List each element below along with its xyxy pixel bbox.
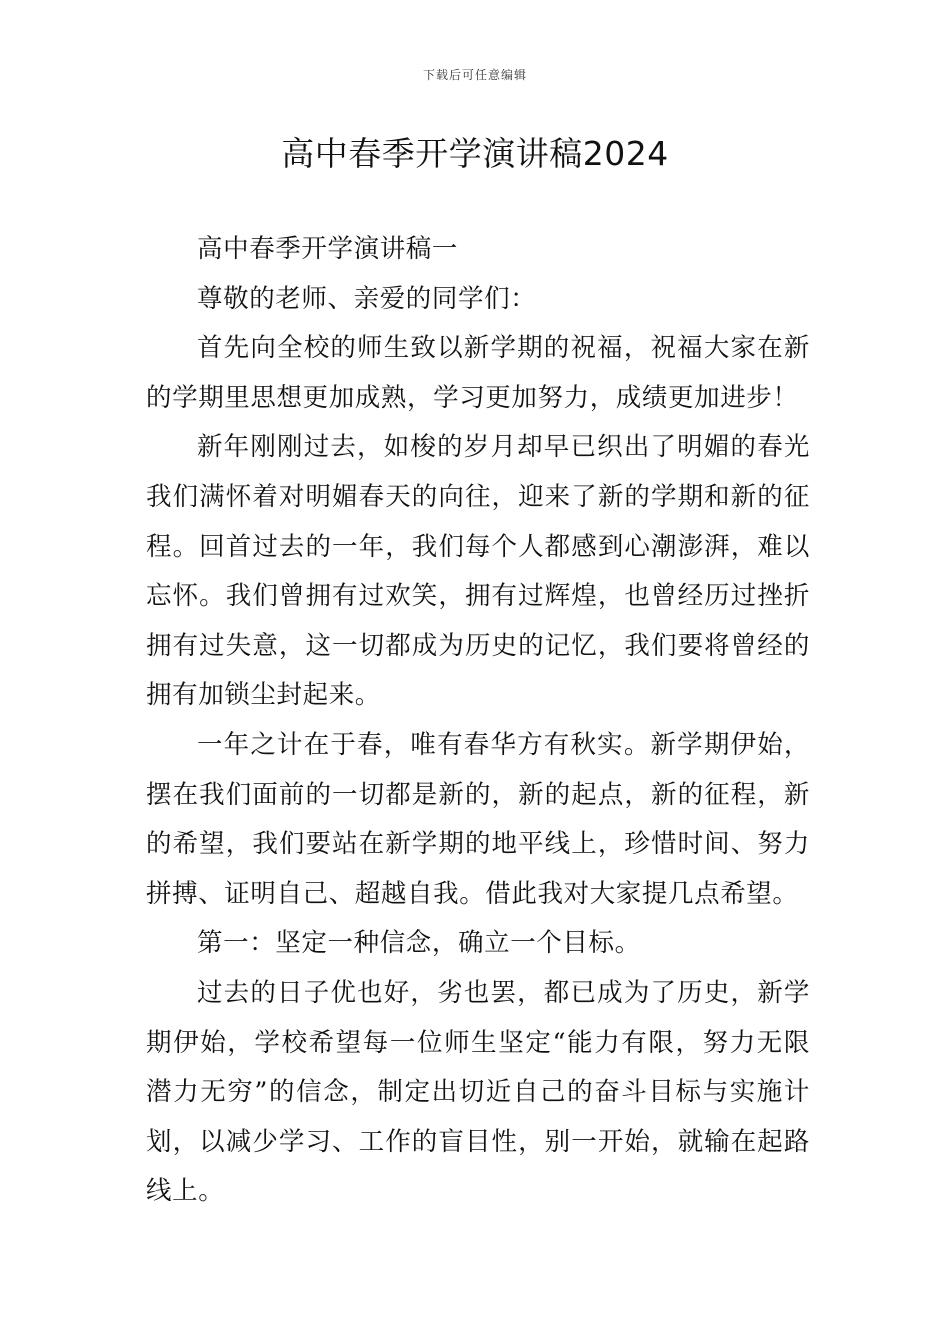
header-note: 下载后可任意编辑	[422, 68, 527, 82]
paragraph-heading: 第一：坚定一种信念，确立一个目标。	[197, 928, 641, 959]
paragraph: 新年刚刚过去，如梭的岁月却早已织出了明媚的春光我们满怀着对明媚春天的向往，迎来了新的学期和新的征程。回首过去的一年，我们每个人都感到心潮澎湃，难以忘怀。我们曾拥有过欢笑，拥有过辉煌，也曾经历过挫折拥有过失意，这一切都成为历史的记忆，我们要将曾经的拥有加锁尘封起来。	[146, 432, 810, 711]
paragraph: 过去的日子优也好，劣也罢，都已成为了历史，新学期伊始，学校希望每一位师生坚定“能力有限，努力无限潜力无穷”的信念，制定出切近自己的奋斗目标与实施计划，以减少学习、工作的盲目性，别一开始，就输在起路线上。	[146, 977, 810, 1207]
document-title: 高中春季开学演讲稿2024	[281, 134, 669, 173]
paragraph-subtitle: 高中春季开学演讲稿一	[197, 234, 459, 264]
document-body	[146, 225, 810, 1217]
paragraph: 一年之计在于春，唯有春华方有秋实。新学期伊始，摆在我们面前的一切都是新的，新的起点，新的征程，新的希望，我们要站在新学期的地平线上，珍惜时间、努力拼搏、证明自己、超越自我。借此我对大家提几点希望。	[146, 729, 810, 909]
paragraph: 首先向全校的师生致以新学期的祝福，祝福大家在新的学期里思想更加成熟，学习更加努力，成绩更加进步！	[146, 333, 810, 413]
paragraph-greeting: 尊敬的老师、亲爱的同学们：	[197, 283, 537, 314]
